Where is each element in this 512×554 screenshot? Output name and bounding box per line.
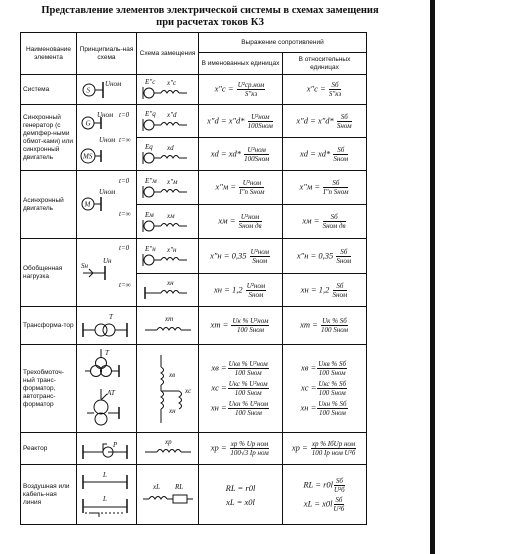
- page-edge-line: [430, 0, 435, 554]
- xl-label: xL: [153, 482, 160, 491]
- tinf-label: t=∞: [119, 209, 131, 218]
- formula-relative: xр = xр % IбUр ном 100 Iр ном U²б: [283, 433, 367, 465]
- equiv-async-subtransient: [137, 171, 199, 205]
- table-row-sync-generator: [21, 105, 367, 138]
- formula-relative: x″м = Sб I″п Sном: [283, 171, 367, 205]
- header-scheme: Принципиаль-ная схема: [77, 33, 137, 75]
- t0-label: t=0: [119, 110, 130, 119]
- formula-relative: x″н = 0,35 Sб Sном: [283, 239, 367, 274]
- xc-label: x″с: [167, 78, 177, 87]
- table-row-line: [21, 465, 367, 525]
- em-label: Eм: [145, 210, 154, 219]
- formula-named: xт = Uк % U²ном 100 Sном: [199, 307, 283, 345]
- unom-label: Uном: [99, 135, 116, 144]
- scheme-load: [77, 239, 137, 307]
- formula-named: xм = U²ном Sном дв: [199, 205, 283, 239]
- equiv-load-subtransient: [137, 239, 199, 274]
- table-row-reactor: [21, 433, 367, 465]
- at-symbol: AT: [107, 388, 115, 397]
- formula-named: xн = 1,2 U²ном Sном: [199, 274, 283, 307]
- equiv-three-winding: [137, 345, 199, 433]
- tinf-label: t=∞: [119, 135, 131, 144]
- formula-named: xd = xd* U²ном 100Sном: [199, 138, 283, 171]
- eq2-label: E″q: [145, 110, 156, 118]
- title-line-1: Представление элементов электрической системы в схемах замещения: [41, 5, 379, 16]
- xd2-label: x″d: [167, 111, 177, 119]
- system-symbol: S: [86, 86, 90, 94]
- ms-symbol: MS: [83, 152, 93, 160]
- table-row-async-motor: [21, 171, 367, 205]
- formula-relative: xм = Sб Sном дв: [283, 205, 367, 239]
- scheme-system: [77, 75, 137, 105]
- table-row-transformer: [21, 307, 367, 345]
- header-equivalent: Схема замещения: [137, 33, 199, 75]
- formula-relative: xd = xd* Sб Sном: [283, 138, 367, 171]
- equiv-async-steady: [137, 205, 199, 239]
- header-named-units: В именованных единицах: [199, 53, 283, 75]
- equiv-load-steady: [137, 274, 199, 307]
- xp-label: xр: [165, 437, 172, 446]
- en2-label: E″н: [145, 245, 156, 253]
- equiv-reactor: [137, 433, 199, 465]
- header-element: Наименование элемента: [21, 33, 77, 75]
- t-symbol: T: [109, 312, 113, 321]
- formula-named: x″d = x″d* U²ном 100Sном: [199, 105, 283, 138]
- element-name: Синхронный генератор (с демпфер-ными обмот-ками) или синхронный двигатель: [21, 105, 77, 171]
- t0-label: t=0: [119, 176, 130, 185]
- element-name: Воздушная или кабель-ная линия: [21, 465, 77, 525]
- formula-relative: x″с = Sб S″кз: [283, 75, 367, 105]
- em2-label: E″м: [145, 176, 157, 185]
- formula-named: x″н = 0,35 U²ном Sном: [199, 239, 283, 274]
- unom-label: Uном: [99, 187, 116, 196]
- xm2-label: x″м: [167, 177, 178, 186]
- header-expression: Выражение сопротивлений: [199, 33, 367, 53]
- xv-label: xв: [169, 370, 176, 379]
- formula-named: RL = r0l xL = x0l: [199, 465, 283, 525]
- formula-relative: RL = r0l Sб U²б xL = x0l Sб U²б: [283, 465, 367, 525]
- header-relative-units: В относительных единицах: [283, 53, 367, 75]
- ec-label: E″с: [145, 77, 156, 86]
- element-name: Обобщенная нагрузка: [21, 239, 77, 307]
- table-row-system: [21, 75, 367, 105]
- scheme-transformer: [77, 307, 137, 345]
- t0-label: t=0: [119, 243, 130, 252]
- element-name: Трехобмоточ-ный транс-форматор, автотранс-форматор: [21, 345, 77, 433]
- scheme-three-winding: [77, 345, 137, 433]
- xs-label: xс: [185, 386, 192, 395]
- xt-label: xт: [165, 314, 174, 323]
- rl-label: RL: [175, 482, 184, 491]
- table-row-load: [21, 239, 367, 274]
- equiv-line: [137, 465, 199, 525]
- element-name: Система: [21, 75, 77, 105]
- scheme-async-motor: [77, 171, 137, 239]
- xn-label: xн: [167, 279, 174, 287]
- un-label: Uн: [103, 256, 112, 265]
- sn-label: Sн: [81, 261, 88, 270]
- formula-relative: xн = 1,2 Sб Sном: [283, 274, 367, 307]
- scheme-reactor: [77, 433, 137, 465]
- elements-table: [20, 32, 367, 525]
- formula-named-three: xв = Uкв % U²ном 100 Sном xс = Uкс % U²ном 100 Sном xн = Uкн % U²ном 100 Sном: [199, 345, 283, 433]
- element-name: Трансформа-тор: [21, 307, 77, 345]
- t-symbol: T: [105, 348, 109, 357]
- xnn-label: xн: [169, 406, 176, 415]
- g-symbol: G: [85, 119, 91, 127]
- p-symbol: P: [113, 440, 118, 449]
- table-row-three-winding: [21, 345, 367, 433]
- m-symbol: M: [84, 200, 91, 208]
- equiv-sync-steady: [137, 138, 199, 171]
- equiv-sync-subtransient: [137, 105, 199, 138]
- equiv-system: [137, 75, 199, 105]
- xn2-label: x″н: [167, 246, 177, 254]
- formula-named: xр = xр % Uр ном 100√3 Iр ном: [199, 433, 283, 465]
- tinf-label: t=∞: [119, 280, 131, 289]
- formula-relative: x″d = x″d* Sб Sном: [283, 105, 367, 138]
- unom-label: Uном: [97, 110, 114, 119]
- element-name: Реактор: [21, 433, 77, 465]
- formula-named: x″м = U²ном I″п Sном: [199, 171, 283, 205]
- title-line-2: при расчетах токов КЗ: [156, 17, 264, 28]
- scheme-sync-generator: [77, 105, 137, 171]
- formula-relative-three: xв = Uкв % Sб 100 Sном xс = Uкс % Sб 100 Sном xн = Uкн % Sб 100 Sном: [283, 345, 367, 433]
- scheme-line: [77, 465, 137, 525]
- formula-named: x″с = U²ср.ном S″кз: [199, 75, 283, 105]
- unom-label: Uном: [105, 79, 122, 88]
- xm-label: xм: [167, 211, 175, 220]
- xd-label: xd: [167, 144, 174, 152]
- element-name: Асинхронный двигатель: [21, 171, 77, 239]
- l-symbol-top: L: [103, 470, 107, 479]
- formula-relative: xт = Uк % Sб 100 Sном: [283, 307, 367, 345]
- document-title: [20, 5, 400, 29]
- equiv-transformer: [137, 307, 199, 345]
- eq-label: Eq: [145, 143, 153, 151]
- l-symbol-bottom: L: [103, 494, 107, 503]
